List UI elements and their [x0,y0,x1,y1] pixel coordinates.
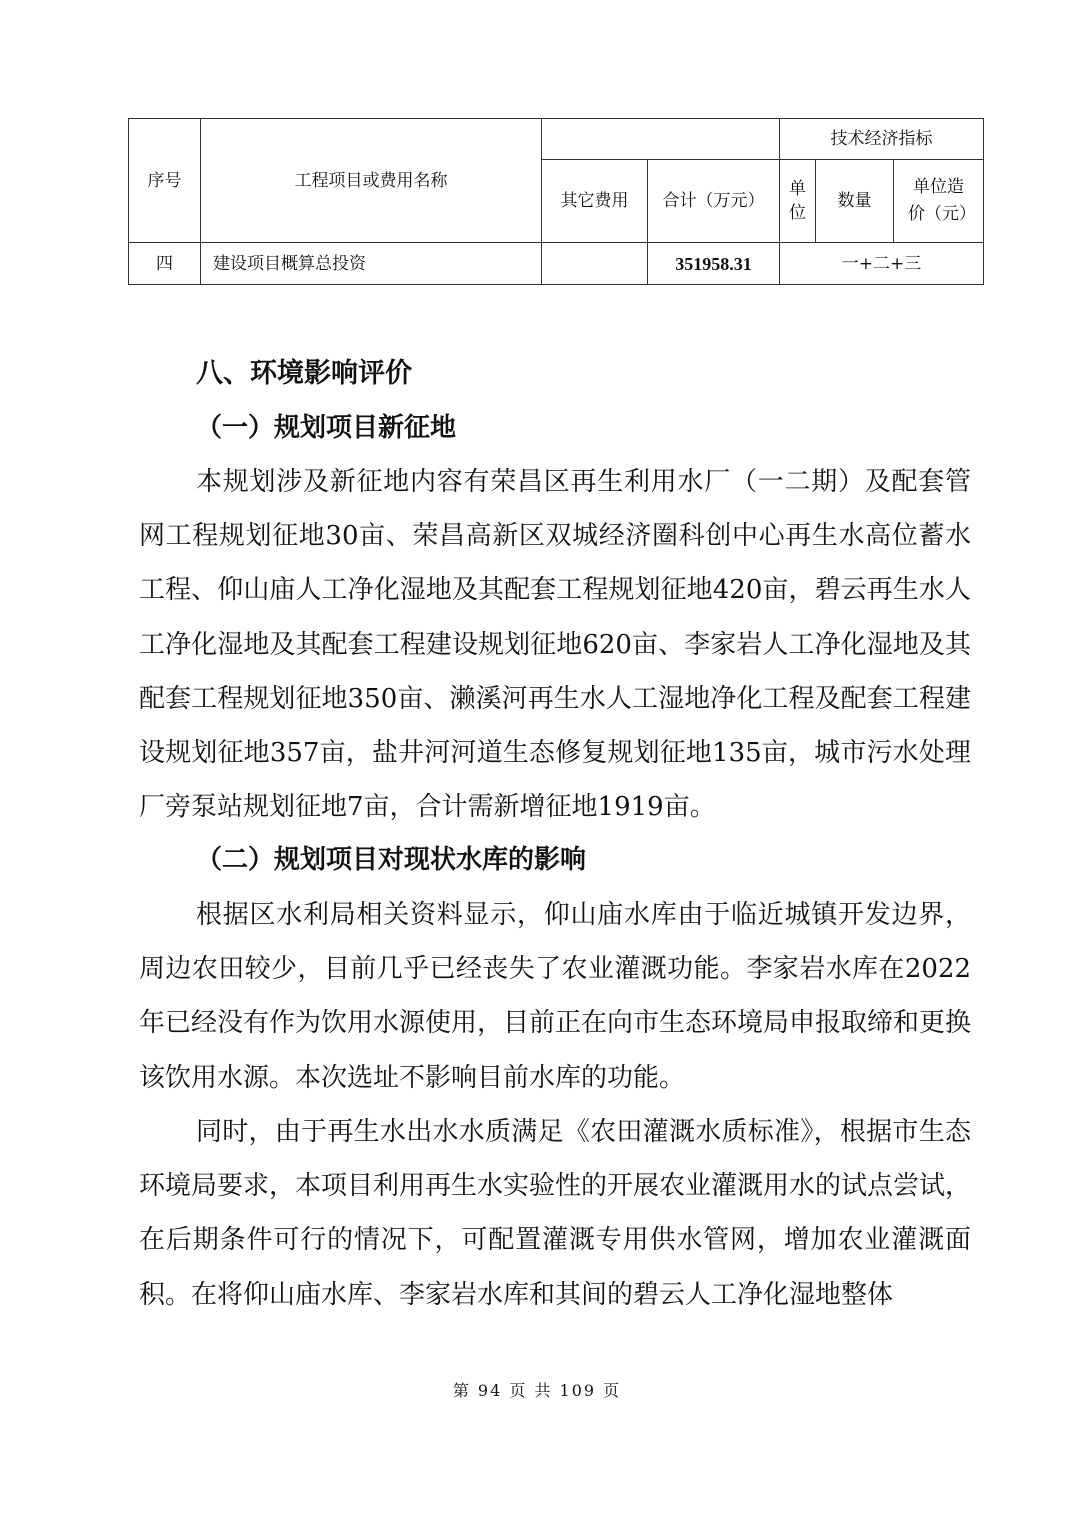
row-other [542,243,648,285]
table-row [129,243,984,285]
header-other: 其它费用 [542,160,648,243]
header-index: 序号 [129,119,201,243]
subsection-title-1: （一）规划项目新征地 [196,413,457,443]
paragraph-3: 同时，由于再生水出水水质满足《农田灌溉水质标准》，根据市生态环境局要求，本项目利用再生水实验性的开展农业灌溉用水的试点尝试，在后期条件可行的情况下，可配置灌溉专用供水管网，增加农业灌溉面积。在将仰山庙水库、李家岩水库和其间的碧云人工净化湿地整体 [139,1117,972,1310]
paragraph-1: 本规划涉及新征地内容有荣昌区再生利用水厂（一二期）及配套管网工程规划征地30亩、荣昌高新区双城经济圈科创中心再生水高位蓄水工程、仰山庙人工净化湿地及其配套工程规划征地420亩，碧云再生水人工净化湿地及其配套工程建设规划征地620亩、李家岩人工净化湿地及其配套工程规划征地350亩、濑溪河再生水人工湿地净化工程及配套工程建设规划征地357亩，盐井河河道生态修复规划征地135亩，城市污水处理厂旁泵站规划征地7亩，合计需新增征地1919亩。 [139,467,971,823]
header-unit-price: 单位造价（元） [894,160,984,243]
subsection-title-2: （二）规划项目对现状水库的影响 [196,845,587,875]
header-tech-group: 技术经济指标 [780,119,984,160]
row-name: 建设项目概算总投资 [201,243,542,285]
cost-table [128,118,984,285]
row-tech: 一+二+三 [780,243,984,285]
row-index: 四 [129,243,201,285]
section-title: 八、环境影响评价 [196,358,412,389]
paragraph-2: 根据区水利局相关资料显示，仰山庙水库由于临近城镇开发边界，周边农田较少，目前几乎已经丧失了农业灌溉功能。李家岩水库在2022年已经没有作为饮用水源使用，目前正在向市生态环境局申报取缔和更换该饮用水源。本次选址不影响目前水库的功能。 [139,900,972,1093]
header-blank [542,119,780,160]
header-qty: 数量 [816,160,894,243]
header-name: 工程项目或费用名称 [201,119,542,243]
header-unit: 单位 [780,160,816,243]
header-total: 合计（万元） [648,160,780,243]
page-footer: 第 94 页 共 109 页 [452,1381,622,1400]
row-total: 351958.31 [648,243,780,285]
